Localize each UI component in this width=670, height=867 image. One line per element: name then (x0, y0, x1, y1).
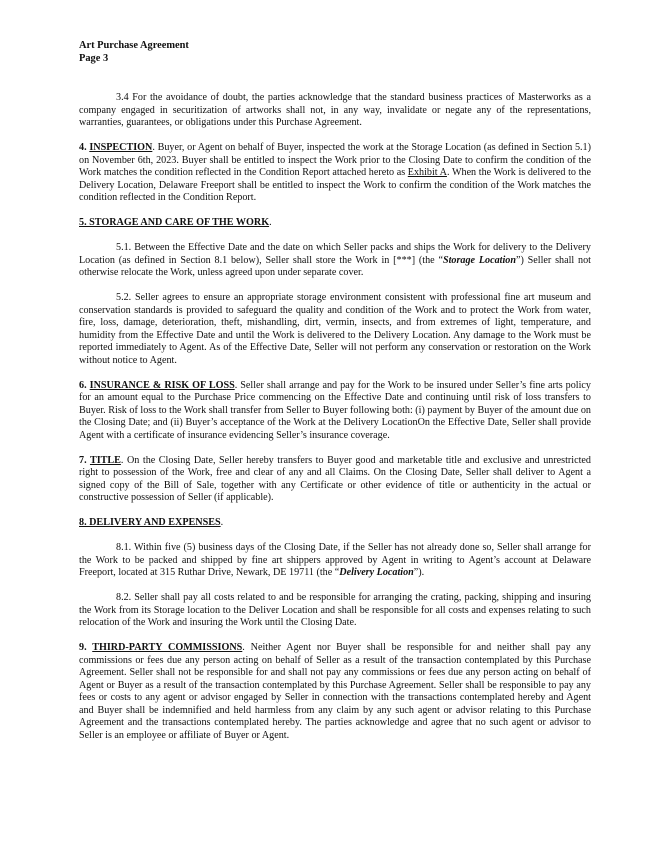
section-8-2-text: 8.2. Seller shall pay all costs related to and be responsible for arranging the crating, packing, shipping and insuring the Work from its Storage location to the Deliver Location and shall be responsible for all costs and expenses relating to such relocation of the Work and insuring the Work until the Closing Date. (79, 592, 591, 628)
section-5-2-text: 5.2. Seller agrees to ensure an appropriate storage environment consistent with professional fine art museum and conservation standards is provided to safeguard the quality and condition of the Work and to protect the Work from water, fire, loss, damage, deterioration, theft, mishandling, dirt, vermin, insects, and from extremes of light, temperature, and humidity from the Effective Date and until the Work is delivered to the Delivery Location. Any damage to the Work must be reported immediately to Agent. As of the Effective Date, Seller will not perform any conservation or restoration on the Work without notice to Agent. (79, 292, 591, 366)
delivery-location-term: Delivery Location (339, 567, 414, 578)
section-5-title: 5. STORAGE AND CARE OF THE WORK (79, 217, 270, 228)
section-8-2 (79, 592, 591, 630)
storage-location-term: Storage Location (442, 254, 516, 266)
section-5-heading (79, 217, 591, 230)
page-number: Page 3 (79, 52, 109, 64)
section-8-heading (79, 517, 591, 530)
section-8-title: 8. DELIVERY AND EXPENSES (79, 517, 221, 528)
section-6-insurance (79, 380, 591, 443)
section-8-1-text-b: ”). (413, 567, 425, 578)
section-8-1-text-a: 8.1. Within five (5) business days of the Closing Date, if the Seller has not already done so, Seller shall arrange for the Work to be packed and shipped by fine art shippers approved by Agent in writing to Agent’s account at Delaware Freeport, located at 315 Ruthar Drive, Newark, DE 19711 (the “ (79, 542, 591, 578)
page-header (79, 40, 189, 65)
document-body (79, 92, 591, 755)
section-4-inspection (79, 142, 591, 205)
section-5-1-text-a: 5.1. Between the Effective Date and the date on which Seller packs and ships the Work for delivery to the Delivery Location (as defined in Section 8.1 below), Seller shall store the Work in [***] (the “ (79, 242, 591, 266)
section-4-number: 4. (79, 142, 90, 153)
section-7-heading: TITLE (89, 454, 121, 466)
section-5-1 (79, 242, 591, 280)
section-5-title-end: . (269, 217, 272, 228)
document-title: Art Purchase Agreement (79, 40, 189, 51)
section-6-text: . Seller shall arrange and pay for the Work to be insured under Seller’s fine arts policy for an amount equal to the Purchase Price commencing on the Effective Date and continuing until risk of loss transfers to Buyer. Risk of loss to the Work shall transfer from Seller to Buyer following both: (i) payment by Buyer of the amount due on the Closing Date; and (ii) Buyer’s acceptance of the Work at the Delivery LocationOn the Effective Date, Seller shall provide Agent with a certificate of insurance evidencing Seller’s insurance coverage. (79, 379, 591, 441)
section-7-text: . On the Closing Date, Seller hereby transfers to Buyer good and marketable title and exclusive and unrestricted right to possession of the Work, free and clear of any and all Claims. On the Closing Date, Seller shall deliver to Agent a signed copy of the Bill of Sale, together with any Certificate or other evidence of title or authenticity in the actual or constructive possession of Seller (if applicable). (79, 454, 591, 503)
exhibit-a-reference: Exhibit A (407, 167, 447, 178)
section-9-text: . Neither Agent nor Buyer shall be responsible for and neither shall pay any commissions or fees due any person acting on behalf of Seller as a result of the transaction contemplated by this Purchase Agreement. Seller shall not be responsible for and shall not pay any commissions or fees due any person acting on behalf of Agent or Buyer as a result of the transaction contemplated by this Purchase Agreement. Seller shall be responsible to pay any fees or costs to any agent or advisor engaged by Seller in connection with the transactions contemplated hereby and Agent and Buyer shall be indemnified and held harmless from any claim by any such agent or advisor relating to this Purchase Agreement and the transactions contemplated hereby. The parties acknowledge and agree that no such agent or advisor to Seller is an employee or affiliate of Buyer or Agent. (79, 642, 591, 741)
section-7-number: 7. (79, 454, 90, 466)
section-3-4-text: 3.4 For the avoidance of doubt, the parties acknowledge that the standard business practices of Masterworks as a company engaged in securitization of artworks shall not, in any way, invalidate or negate any of the representations, warranties, guarantees, or obligations under this Purchase Agreement. (79, 92, 591, 128)
section-9-title: THIRD-PARTY COMMISSIONS (92, 642, 243, 653)
section-5-1-text-b: ”) Seller shall not otherwise relocate the Work, unless agreed upon under separate cover. (79, 254, 591, 278)
section-8-1 (79, 542, 591, 580)
section-6-number: 6. (79, 379, 90, 391)
section-4-text-b: . When the Work is delivered to the Delivery Location, Delaware Freeport shall be entitled to inspect the Work to confirm the condition of the Work matches the condition reflected in the Condition Report. (79, 167, 591, 203)
section-6-title: INSURANCE & RISK OF LOSS (89, 379, 235, 391)
section-8-title-end: . (220, 517, 224, 528)
section-3-4 (79, 92, 591, 130)
section-7-title (79, 455, 591, 505)
section-5-2 (79, 292, 591, 367)
section-9-number: 9. (79, 642, 93, 653)
section-4-text-a: . Buyer, or Agent on behalf of Buyer, inspected the work at the Storage Location (as defined in Section 5.1) on November 6th, 2023. Buyer shall be entitled to inspect the Work prior to the Closing Date to confirm the condition of the Work matches the condition reflected in the Condition Report attached hereto as (79, 142, 591, 178)
section-9-commissions (79, 642, 591, 742)
section-4-title: INSPECTION (89, 142, 153, 153)
